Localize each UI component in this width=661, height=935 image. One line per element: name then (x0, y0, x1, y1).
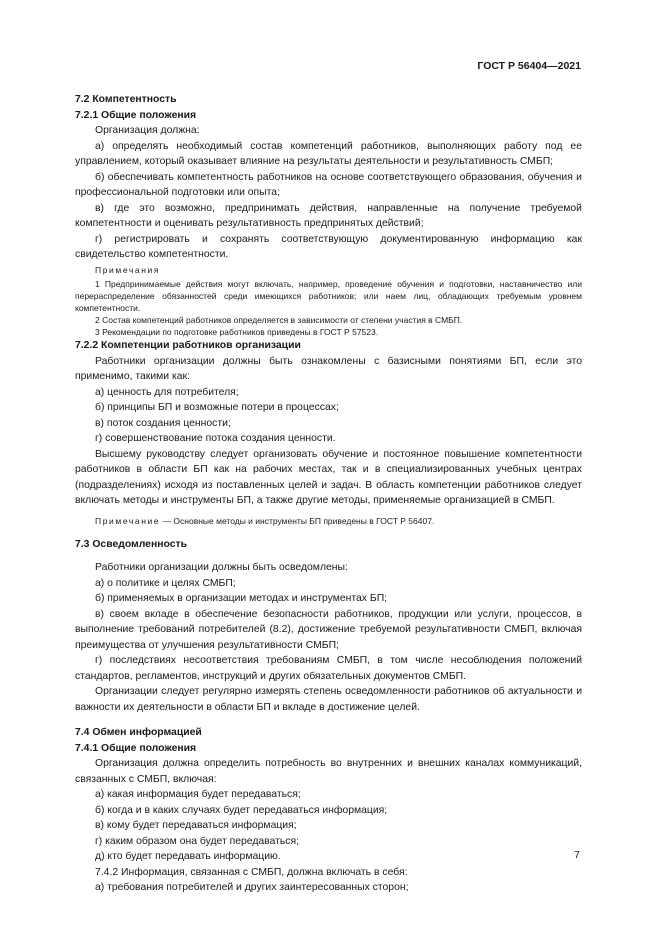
note-single (75, 515, 582, 527)
paragraph: Организации следует регулярно измерять степень осведомленности работников об актуальности и важности их деятельности в области БП и вкладе в достижение целей. (75, 686, 582, 713)
list-item: а) о политике и целях СМБП; (95, 577, 236, 589)
list-item: г) последствиях несоответствия требованиям СМБП, в том числе несоблюдения положений стандартов, регламентов, инструкций и других обязательных документов СМБП. (75, 655, 582, 682)
standard-header: ГОСТ Р 56404—2021 (477, 60, 581, 72)
page-body (75, 92, 582, 896)
list-item: б) когда и в каких случаях будет передаваться информация; (95, 804, 388, 816)
list-item: б) принципы БП и возможные потери в процессах; (95, 402, 339, 413)
note-item: 2 Состав компетенций работников определяется в зависимости от степени участия в СМБП. (95, 315, 463, 325)
notes-heading: Примечания (95, 264, 161, 275)
subsection-line-7-4-2: 7.4.2 Информация, связанная с СМБП, должна включать в себя: (95, 866, 408, 878)
note-label: Примечание (95, 515, 161, 526)
list-item: а) требования потребителей и других заинтересованных сторон; (95, 882, 409, 893)
list-item: в) своем вкладе в обеспечение безопасности работников, продукции или услуги, процессов, в выполнение требований потребителей (8.2), достижение требуемой результативности СМБП, включая преимущества от улучшения результативности СМБП; (75, 608, 582, 651)
list-item: а) какая информация будет передаваться; (95, 789, 301, 800)
paragraph: Организация должна: (95, 125, 200, 136)
list-item: г) каким образом она будет передаваться; (95, 835, 300, 847)
list-item: в) где это возможно, предпринимать действия, направленные на получение требуемой компетентности и оценивать результативность предпринятых действий; (75, 202, 582, 229)
list-item: в) кому будет передаваться информация; (95, 820, 297, 831)
list-item: б) применяемых в организации методах и инструментах БП; (95, 593, 388, 604)
list-item: б) обеспечивать компетентность работников на основе соответствующего образования, обучения и профессиональной подготовки или опыта; (75, 171, 582, 198)
section-title-7-4: 7.4 Обмен информацией (75, 727, 202, 738)
paragraph: Организация должна определить потребность во внутренних и внешних каналах коммуникаций, связанных с СМБП, включая: (75, 758, 582, 785)
list-item: а) определять необходимый состав компетенций работников, выполняющих работу под ее управлением, который оказывает влияние на результаты деятельности и результативность СМБП; (75, 140, 582, 167)
subsection-title-7-2-2: 7.2.2 Компетенции работников организации (75, 340, 301, 351)
paragraph: Работники организации должны быть осведомлены: (95, 562, 348, 573)
subsection-title-7-4-1: 7.4.1 Общие положения (75, 742, 197, 754)
list-item: г) совершенствование потока создания ценности. (95, 433, 336, 444)
section-title-7-2: 7.2 Компетентность (75, 94, 177, 105)
list-item: г) регистрировать и сохранять соответствующую документированную информацию как свидетельство компетентности. (75, 233, 582, 260)
list-item: в) поток создания ценности; (95, 417, 231, 429)
section-title-7-3: 7.3 Осведомленность (75, 538, 187, 550)
note-item: 1 Предпринимаемые действия могут включать, например, проведение обучения и подготовки, наставничество или перераспределение обязанностей среди имеющихся работников; или наем лиц, обладающих требуемым уровнем компетентности. (75, 279, 582, 313)
note-text: — Основные методы и инструменты БП приведены в ГОСТ Р 56407. (160, 515, 435, 526)
subsection-title-7-2-1: 7.2.1 Общие положения (75, 109, 197, 121)
paragraph: Работники организации должны быть ознакомлены с базисными понятиями БП, если это применимо, такими как: (75, 355, 582, 382)
paragraph: Высшему руководству следует организовать обучение и постоянное повышение компетентности работников в области БП как на рабочих местах, так и в специализированных учебных центрах (подразделениях) исходя из поставленных целей и задач. В область компетенции работников следует включать методы и инструменты БП, а также другие методы, применяемые организацией в СМБП. (75, 448, 582, 506)
note-item: 3 Рекомендации по подготовке работников приведены в ГОСТ Р 57523. (95, 327, 379, 337)
list-item: а) ценность для потребителя; (95, 386, 239, 398)
list-item: д) кто будет передавать информацию. (95, 851, 281, 862)
page-number: 7 (574, 849, 580, 861)
